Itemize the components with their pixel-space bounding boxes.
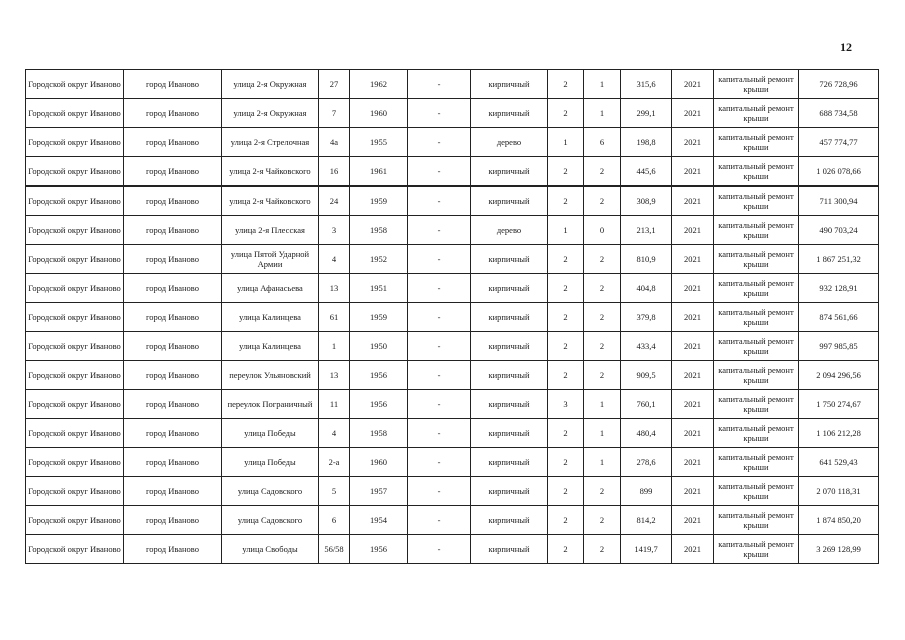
cell-municipality: Городской округ Иваново (26, 128, 124, 157)
cell-area: 198,8 (621, 128, 672, 157)
cell-work-type: капитальный ремонт крыши (714, 99, 799, 128)
cell-street: улица Калинцева (222, 332, 319, 361)
cell-cost: 2 070 118,31 (799, 477, 879, 506)
cell-street: улица Садовского (222, 506, 319, 535)
cell-wall-material: кирпичный (471, 245, 548, 274)
cell-area: 480,4 (621, 419, 672, 448)
cell-house-number: 3 (319, 216, 350, 245)
cell-wall-material: кирпичный (471, 506, 548, 535)
cell-year-overhaul: - (408, 99, 471, 128)
cell-settlement: город Иваново (124, 419, 222, 448)
cell-wall-material: кирпичный (471, 303, 548, 332)
cell-planned-year: 2021 (672, 448, 714, 477)
table-row (26, 477, 879, 506)
cell-work-type: капитальный ремонт крыши (714, 274, 799, 303)
cell-street: улица Калинцева (222, 303, 319, 332)
table-row (26, 245, 879, 274)
cell-area: 315,6 (621, 70, 672, 99)
table-row (26, 332, 879, 361)
table-row (26, 303, 879, 332)
cell-municipality: Городской округ Иваново (26, 245, 124, 274)
cell-settlement: город Иваново (124, 99, 222, 128)
cell-settlement: город Иваново (124, 186, 222, 216)
cell-settlement: город Иваново (124, 274, 222, 303)
cell-work-type: капитальный ремонт крыши (714, 332, 799, 361)
cell-year-built: 1954 (350, 506, 408, 535)
cell-municipality: Городской округ Иваново (26, 448, 124, 477)
cell-street: переулок Ульяновский (222, 361, 319, 390)
cell-work-type: капитальный ремонт крыши (714, 186, 799, 216)
cell-street: улица Победы (222, 419, 319, 448)
cell-street: улица 2-я Чайковского (222, 157, 319, 187)
cell-floors: 2 (548, 332, 584, 361)
cell-year-built: 1956 (350, 390, 408, 419)
cell-planned-year: 2021 (672, 99, 714, 128)
cell-municipality: Городской округ Иваново (26, 274, 124, 303)
cell-street: улица 2-я Чайковского (222, 186, 319, 216)
cell-settlement: город Иваново (124, 70, 222, 99)
cell-street: улица Победы (222, 448, 319, 477)
cell-house-number: 13 (319, 361, 350, 390)
cell-settlement: город Иваново (124, 216, 222, 245)
cell-municipality: Городской округ Иваново (26, 303, 124, 332)
cell-year-built: 1957 (350, 477, 408, 506)
cell-floors: 1 (548, 128, 584, 157)
cell-entrances: 2 (584, 303, 621, 332)
cell-entrances: 1 (584, 419, 621, 448)
cell-entrances: 2 (584, 274, 621, 303)
cell-work-type: капитальный ремонт крыши (714, 390, 799, 419)
cell-house-number: 24 (319, 186, 350, 216)
cell-house-number: 11 (319, 390, 350, 419)
cell-entrances: 1 (584, 70, 621, 99)
cell-year-overhaul: - (408, 448, 471, 477)
table-row (26, 70, 879, 99)
cell-year-overhaul: - (408, 506, 471, 535)
cell-year-overhaul: - (408, 245, 471, 274)
cell-work-type: капитальный ремонт крыши (714, 303, 799, 332)
cell-planned-year: 2021 (672, 128, 714, 157)
cell-cost: 1 874 850,20 (799, 506, 879, 535)
cell-municipality: Городской округ Иваново (26, 157, 124, 187)
cell-year-overhaul: - (408, 157, 471, 187)
cell-cost: 711 300,94 (799, 186, 879, 216)
cell-entrances: 2 (584, 332, 621, 361)
cell-cost: 490 703,24 (799, 216, 879, 245)
cell-year-overhaul: - (408, 186, 471, 216)
cell-cost: 688 734,58 (799, 99, 879, 128)
cell-floors: 2 (548, 186, 584, 216)
cell-planned-year: 2021 (672, 506, 714, 535)
cell-planned-year: 2021 (672, 70, 714, 99)
cell-municipality: Городской округ Иваново (26, 186, 124, 216)
cell-cost: 1 867 251,32 (799, 245, 879, 274)
cell-year-built: 1955 (350, 128, 408, 157)
cell-planned-year: 2021 (672, 245, 714, 274)
table-row (26, 274, 879, 303)
cell-wall-material: кирпичный (471, 99, 548, 128)
cell-cost: 2 094 296,56 (799, 361, 879, 390)
cell-street: улица 2-я Окружная (222, 70, 319, 99)
cell-year-built: 1956 (350, 361, 408, 390)
cell-cost: 1 026 078,66 (799, 157, 879, 187)
cell-floors: 1 (548, 216, 584, 245)
cell-cost: 457 774,77 (799, 128, 879, 157)
cell-street: улица Афанасьева (222, 274, 319, 303)
cell-area: 379,8 (621, 303, 672, 332)
cell-area: 278,6 (621, 448, 672, 477)
cell-entrances: 2 (584, 245, 621, 274)
cell-area: 299,1 (621, 99, 672, 128)
cell-wall-material: кирпичный (471, 361, 548, 390)
cell-wall-material: дерево (471, 216, 548, 245)
cell-entrances: 2 (584, 506, 621, 535)
cell-area: 760,1 (621, 390, 672, 419)
cell-floors: 2 (548, 274, 584, 303)
cell-year-overhaul: - (408, 128, 471, 157)
cell-year-built: 1958 (350, 216, 408, 245)
cell-planned-year: 2021 (672, 157, 714, 187)
cell-wall-material: дерево (471, 128, 548, 157)
cell-cost: 641 529,43 (799, 448, 879, 477)
cell-area: 909,5 (621, 361, 672, 390)
cell-cost: 3 269 128,99 (799, 535, 879, 564)
cell-wall-material: кирпичный (471, 332, 548, 361)
table-row (26, 390, 879, 419)
cell-year-built: 1956 (350, 535, 408, 564)
cell-settlement: город Иваново (124, 506, 222, 535)
cell-year-built: 1959 (350, 303, 408, 332)
cell-settlement: город Иваново (124, 303, 222, 332)
cell-year-built: 1959 (350, 186, 408, 216)
cell-work-type: капитальный ремонт крыши (714, 419, 799, 448)
cell-area: 433,4 (621, 332, 672, 361)
cell-cost: 1 106 212,28 (799, 419, 879, 448)
table-row (26, 186, 879, 216)
cell-settlement: город Иваново (124, 245, 222, 274)
cell-year-overhaul: - (408, 477, 471, 506)
cell-wall-material: кирпичный (471, 390, 548, 419)
cell-municipality: Городской округ Иваново (26, 506, 124, 535)
cell-year-overhaul: - (408, 390, 471, 419)
table-row (26, 419, 879, 448)
cell-planned-year: 2021 (672, 332, 714, 361)
cell-wall-material: кирпичный (471, 157, 548, 187)
cell-cost: 874 561,66 (799, 303, 879, 332)
cell-year-built: 1962 (350, 70, 408, 99)
cell-planned-year: 2021 (672, 390, 714, 419)
cell-year-overhaul: - (408, 535, 471, 564)
cell-settlement: город Иваново (124, 157, 222, 187)
cell-house-number: 27 (319, 70, 350, 99)
cell-area: 814,2 (621, 506, 672, 535)
cell-cost: 1 750 274,67 (799, 390, 879, 419)
cell-entrances: 2 (584, 157, 621, 187)
cell-municipality: Городской округ Иваново (26, 535, 124, 564)
cell-year-overhaul: - (408, 216, 471, 245)
cell-area: 810,9 (621, 245, 672, 274)
cell-street: улица 2-я Окружная (222, 99, 319, 128)
cell-year-built: 1950 (350, 332, 408, 361)
cell-wall-material: кирпичный (471, 535, 548, 564)
cell-floors: 2 (548, 303, 584, 332)
cell-planned-year: 2021 (672, 419, 714, 448)
cell-municipality: Городской округ Иваново (26, 70, 124, 99)
cell-house-number: 13 (319, 274, 350, 303)
cell-entrances: 1 (584, 448, 621, 477)
cell-house-number: 5 (319, 477, 350, 506)
cell-floors: 2 (548, 506, 584, 535)
cell-street: улица Свободы (222, 535, 319, 564)
table-row (26, 157, 879, 187)
cell-area: 899 (621, 477, 672, 506)
cell-settlement: город Иваново (124, 535, 222, 564)
cell-planned-year: 2021 (672, 361, 714, 390)
cell-year-built: 1960 (350, 448, 408, 477)
cell-municipality: Городской округ Иваново (26, 419, 124, 448)
cell-entrances: 1 (584, 99, 621, 128)
cell-floors: 2 (548, 477, 584, 506)
cell-year-overhaul: - (408, 70, 471, 99)
cell-planned-year: 2021 (672, 535, 714, 564)
cell-work-type: капитальный ремонт крыши (714, 477, 799, 506)
table-row (26, 99, 879, 128)
cell-house-number: 2-а (319, 448, 350, 477)
cell-area: 213,1 (621, 216, 672, 245)
cell-house-number: 7 (319, 99, 350, 128)
cell-municipality: Городской округ Иваново (26, 332, 124, 361)
cell-entrances: 1 (584, 390, 621, 419)
cell-work-type: капитальный ремонт крыши (714, 535, 799, 564)
cell-entrances: 2 (584, 477, 621, 506)
cell-municipality: Городской округ Иваново (26, 361, 124, 390)
cell-house-number: 4а (319, 128, 350, 157)
cell-cost: 932 128,91 (799, 274, 879, 303)
cell-area: 1419,7 (621, 535, 672, 564)
table-row (26, 506, 879, 535)
cell-street: улица 2-я Плесская (222, 216, 319, 245)
cell-street: переулок Пограничный (222, 390, 319, 419)
cell-work-type: капитальный ремонт крыши (714, 157, 799, 187)
cell-year-built: 1951 (350, 274, 408, 303)
cell-wall-material: кирпичный (471, 70, 548, 99)
cell-planned-year: 2021 (672, 274, 714, 303)
cell-house-number: 4 (319, 245, 350, 274)
cell-planned-year: 2021 (672, 303, 714, 332)
cell-work-type: капитальный ремонт крыши (714, 245, 799, 274)
table-row (26, 535, 879, 564)
cell-settlement: город Иваново (124, 361, 222, 390)
cell-work-type: капитальный ремонт крыши (714, 361, 799, 390)
table-row (26, 361, 879, 390)
cell-wall-material: кирпичный (471, 448, 548, 477)
cell-settlement: город Иваново (124, 332, 222, 361)
cell-work-type: капитальный ремонт крыши (714, 448, 799, 477)
cell-floors: 2 (548, 245, 584, 274)
cell-street: улица Пятой Ударной Армии (222, 245, 319, 274)
cell-house-number: 56/58 (319, 535, 350, 564)
cell-year-overhaul: - (408, 303, 471, 332)
cell-area: 445,6 (621, 157, 672, 187)
cell-settlement: город Иваново (124, 390, 222, 419)
cell-entrances: 2 (584, 535, 621, 564)
cell-municipality: Городской округ Иваново (26, 216, 124, 245)
cell-area: 308,9 (621, 186, 672, 216)
cell-floors: 2 (548, 157, 584, 187)
cell-planned-year: 2021 (672, 477, 714, 506)
cell-floors: 2 (548, 419, 584, 448)
cell-settlement: город Иваново (124, 128, 222, 157)
cell-wall-material: кирпичный (471, 186, 548, 216)
cell-entrances: 6 (584, 128, 621, 157)
cell-floors: 2 (548, 535, 584, 564)
cell-work-type: капитальный ремонт крыши (714, 128, 799, 157)
cell-work-type: капитальный ремонт крыши (714, 216, 799, 245)
cell-house-number: 4 (319, 419, 350, 448)
cell-house-number: 1 (319, 332, 350, 361)
table-row (26, 216, 879, 245)
cell-entrances: 2 (584, 361, 621, 390)
table-row (26, 448, 879, 477)
table-row (26, 128, 879, 157)
cell-planned-year: 2021 (672, 216, 714, 245)
cell-year-built: 1961 (350, 157, 408, 187)
cell-house-number: 16 (319, 157, 350, 187)
cell-wall-material: кирпичный (471, 274, 548, 303)
cell-year-overhaul: - (408, 274, 471, 303)
cell-street: улица Садовского (222, 477, 319, 506)
cell-floors: 2 (548, 99, 584, 128)
cell-street: улица 2-я Стрелочная (222, 128, 319, 157)
cell-area: 404,8 (621, 274, 672, 303)
table-body (26, 70, 879, 564)
cell-planned-year: 2021 (672, 186, 714, 216)
cell-year-overhaul: - (408, 419, 471, 448)
cell-work-type: капитальный ремонт крыши (714, 506, 799, 535)
cell-settlement: город Иваново (124, 448, 222, 477)
cell-year-built: 1952 (350, 245, 408, 274)
cell-house-number: 6 (319, 506, 350, 535)
housing-registry-table (25, 69, 879, 564)
cell-wall-material: кирпичный (471, 419, 548, 448)
cell-wall-material: кирпичный (471, 477, 548, 506)
page-number: 12 (840, 40, 852, 54)
cell-floors: 2 (548, 70, 584, 99)
cell-floors: 3 (548, 390, 584, 419)
cell-floors: 2 (548, 361, 584, 390)
cell-settlement: город Иваново (124, 477, 222, 506)
cell-municipality: Городской округ Иваново (26, 99, 124, 128)
cell-house-number: 61 (319, 303, 350, 332)
cell-entrances: 2 (584, 186, 621, 216)
cell-entrances: 0 (584, 216, 621, 245)
cell-year-built: 1960 (350, 99, 408, 128)
cell-year-overhaul: - (408, 332, 471, 361)
cell-municipality: Городской округ Иваново (26, 390, 124, 419)
cell-year-built: 1958 (350, 419, 408, 448)
cell-municipality: Городской округ Иваново (26, 477, 124, 506)
cell-year-overhaul: - (408, 361, 471, 390)
cell-cost: 726 728,96 (799, 70, 879, 99)
cell-work-type: капитальный ремонт крыши (714, 70, 799, 99)
cell-floors: 2 (548, 448, 584, 477)
cell-cost: 997 985,85 (799, 332, 879, 361)
